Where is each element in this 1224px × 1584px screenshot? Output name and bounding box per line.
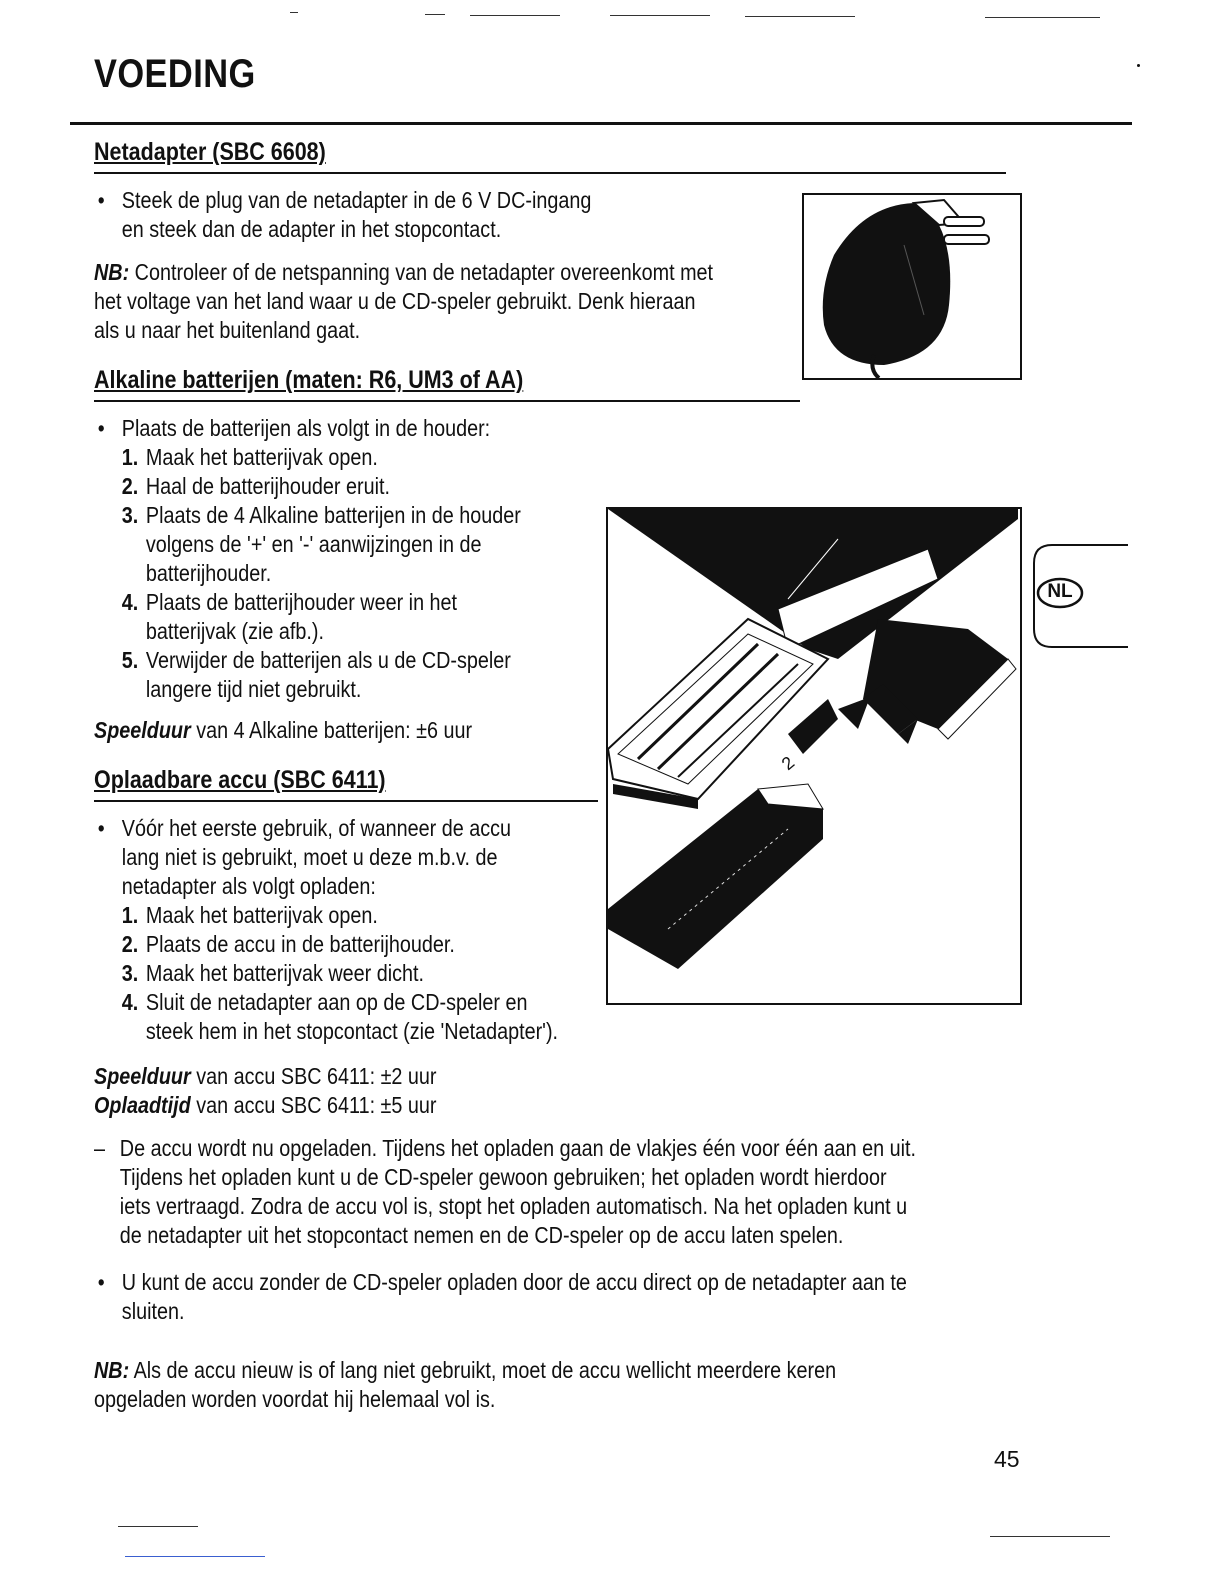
charging-line: Tijdens het opladen kunt u de CD-speler gewoon gebruiken; het opladen wordt hierdoor — [119, 1164, 887, 1190]
step-number: 4. — [121, 989, 139, 1015]
step-number: 3. — [121, 960, 139, 986]
battery-figure — [606, 507, 1022, 1005]
scan-artifact-bottom — [118, 1526, 198, 1527]
alkaline-intro: Plaats de batterijen als volgt in de houder: — [121, 415, 491, 441]
rechargeable-step — [122, 988, 629, 1046]
alkaline-playtime-label: Speelduur — [94, 717, 191, 743]
language-tab — [1032, 543, 1132, 649]
alkaline-step — [122, 443, 578, 472]
scan-artifact-bottom — [125, 1556, 265, 1557]
rechargeable-heading: Oplaadbare accu (SBC 6411) — [94, 766, 386, 794]
direct-charge-line: sluiten. — [121, 1298, 185, 1324]
step-text: Maak het batterijvak weer dicht. — [145, 960, 425, 986]
rechargeable-steps — [96, 901, 629, 1046]
step-number: 5. — [121, 647, 139, 673]
adapter-note-line-1: Controleer of de netspanning van de netadapter overeenkomt met — [129, 259, 714, 285]
alkaline-instructions — [96, 414, 578, 704]
scan-artifact-bottom — [990, 1536, 1110, 1537]
rechargeable-instructions — [96, 814, 629, 1046]
alkaline-playtime — [94, 716, 610, 745]
step-text: Sluit de netadapter aan op de CD-speler en — [145, 989, 528, 1015]
rechargeable-intro-line: lang niet is gebruikt, moet u deze m.b.v. de — [121, 844, 498, 870]
alkaline-step — [122, 646, 578, 704]
charging-line: de netadapter uit het stopcontact nemen en de CD-speler op de accu laten spelen. — [119, 1222, 844, 1248]
alkaline-steps — [96, 443, 578, 704]
power-adapter-plug-icon — [804, 195, 1020, 378]
alkaline-step — [122, 501, 578, 588]
charging-info — [94, 1134, 1040, 1250]
direct-charge-bullet — [96, 1268, 1042, 1326]
page-title: VOEDING — [94, 52, 256, 96]
charging-dash-item — [94, 1134, 1040, 1250]
direct-charge-line: U kunt de accu zonder de CD-speler opladen door de accu direct op de netadapter aan te — [121, 1269, 907, 1295]
rechargeable-note — [94, 1356, 1040, 1414]
alkaline-playtime-value: van 4 Alkaline batterijen: ±6 uur — [190, 717, 473, 743]
rechargeable-heading-wrap — [94, 766, 598, 802]
adapter-instructions — [96, 186, 801, 244]
scan-artifact-top — [745, 16, 855, 17]
adapter-note-label: NB: — [94, 259, 130, 285]
step-text: Plaats de 4 Alkaline batterijen in de houder — [145, 502, 521, 528]
step-text: volgens de '+' en '-' aanwijzingen in de — [145, 531, 482, 557]
step-number: 2. — [121, 931, 139, 957]
language-badge: NL — [1047, 581, 1073, 602]
step-text: batterijhouder. — [145, 560, 272, 586]
adapter-bullet-line-2: en steek dan de adapter in het stopcontact. — [121, 216, 502, 242]
rechargeable-chargetime-label: Oplaadtijd — [94, 1092, 191, 1118]
alkaline-heading-wrap — [94, 366, 800, 402]
alkaline-bullet — [96, 414, 578, 443]
rechargeable-intro-line: netadapter als volgt opladen: — [121, 873, 376, 899]
rechargeable-times — [94, 1062, 610, 1120]
step-text: batterijvak (zie afb.). — [145, 618, 324, 644]
charging-line: De accu wordt nu opgeladen. Tijdens het opladen gaan de vlakjes één voor één aan en uit. — [119, 1135, 916, 1161]
adapter-note-line-3: als u naar het buitenland gaat. — [94, 317, 361, 343]
scan-artifact-top — [610, 15, 710, 16]
svg-text:2: 2 — [777, 752, 799, 775]
step-number: 3. — [121, 502, 139, 528]
step-number: 2. — [121, 473, 139, 499]
alkaline-step — [122, 472, 578, 501]
alkaline-heading: Alkaline batterijen (maten: R6, UM3 of AA) — [94, 366, 524, 394]
scan-artifact-top — [290, 12, 298, 13]
title-rule — [70, 122, 1132, 125]
step-text: Maak het batterijvak open. — [145, 444, 378, 470]
scan-artifact-top — [470, 15, 560, 16]
step-number: 1. — [121, 444, 139, 470]
adapter-note-line-2: het voltage van het land waar u de CD-speler gebruikt. Denk hieraan — [94, 288, 696, 314]
step-number: 1. — [121, 902, 139, 928]
alkaline-step — [122, 588, 578, 646]
rechargeable-chargetime-value: van accu SBC 6411: ±5 uur — [190, 1092, 437, 1118]
step-text: steek hem in het stopcontact (zie 'Netadapter'). — [145, 1018, 559, 1044]
rechargeable-playtime-value: van accu SBC 6411: ±2 uur — [190, 1063, 437, 1089]
step-text: langere tijd niet gebruikt. — [145, 676, 362, 702]
adapter-heading: Netadapter (SBC 6608) — [94, 138, 326, 166]
rechargeable-intro-line: Vóór het eerste gebruik, of wanneer de accu — [121, 815, 512, 841]
direct-charge-info — [96, 1268, 1042, 1326]
charging-line: iets vertraagd. Zodra de accu vol is, stopt het opladen automatisch. Na het opladen kunt u — [119, 1193, 908, 1219]
battery-holder-illustration-icon — [608, 509, 1020, 1003]
rechargeable-step — [122, 930, 629, 959]
scan-artifact-top — [985, 17, 1100, 18]
step-text: Plaats de batterijhouder weer in het — [145, 589, 458, 615]
step-text: Plaats de accu in de batterijhouder. — [145, 931, 455, 957]
rechargeable-step — [122, 959, 629, 988]
rechargeable-note-line-2: opgeladen worden voordat hij helemaal vol is. — [94, 1386, 496, 1412]
step-text: Maak het batterijvak open. — [145, 902, 378, 928]
adapter-note — [94, 258, 825, 345]
rechargeable-intro — [96, 814, 629, 901]
title-dot — [1137, 64, 1140, 67]
step-number: 4. — [121, 589, 139, 615]
adapter-heading-wrap — [94, 138, 1006, 174]
rechargeable-playtime-label: Speelduur — [94, 1063, 191, 1089]
step-text: Verwijder de batterijen als u de CD-speler — [145, 647, 511, 673]
page-number: 45 — [994, 1446, 1020, 1472]
adapter-figure — [802, 193, 1022, 380]
adapter-bullet — [96, 186, 801, 244]
rechargeable-note-line-1: Als de accu nieuw is of lang niet gebruikt, moet de accu wellicht meerdere keren — [129, 1357, 837, 1383]
step-text: Haal de batterijhouder eruit. — [145, 473, 390, 499]
adapter-bullet-line-1: Steek de plug van de netadapter in de 6 V DC-ingang — [121, 187, 592, 213]
rechargeable-note-label: NB: — [94, 1357, 130, 1383]
rechargeable-step — [122, 901, 629, 930]
scan-artifact-top — [425, 14, 445, 15]
